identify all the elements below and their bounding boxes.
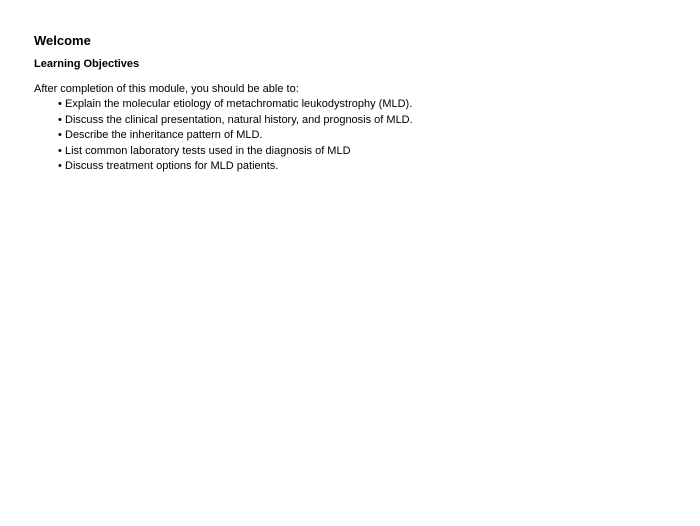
bullet-icon: •: [58, 144, 62, 157]
page-title: Welcome: [34, 33, 91, 48]
bullet-icon: •: [58, 113, 62, 126]
objective-text: Discuss treatment options for MLD patients.: [65, 160, 279, 172]
objectives-list: [58, 97, 413, 175]
bullet-icon: •: [58, 98, 62, 110]
bullet-icon: •: [58, 129, 62, 141]
bullet-icon: •: [58, 160, 62, 172]
list-item: [58, 128, 413, 144]
intro-text: After completion of this module, you should be able to:: [34, 83, 299, 95]
list-item: [58, 159, 413, 175]
objective-text: List common laboratory tests used in the diagnosis of MLD: [65, 144, 351, 157]
section-heading: Learning Objectives: [34, 58, 140, 70]
list-item: [58, 144, 413, 160]
list-item: [58, 113, 413, 129]
objective-text: Describe the inheritance pattern of MLD.: [65, 129, 263, 141]
objective-text: Discuss the clinical presentation, natural history, and prognosis of MLD.: [65, 113, 413, 126]
list-item: [58, 97, 413, 113]
objective-text: Explain the molecular etiology of metachromatic leukodystrophy (MLD).: [65, 98, 413, 110]
